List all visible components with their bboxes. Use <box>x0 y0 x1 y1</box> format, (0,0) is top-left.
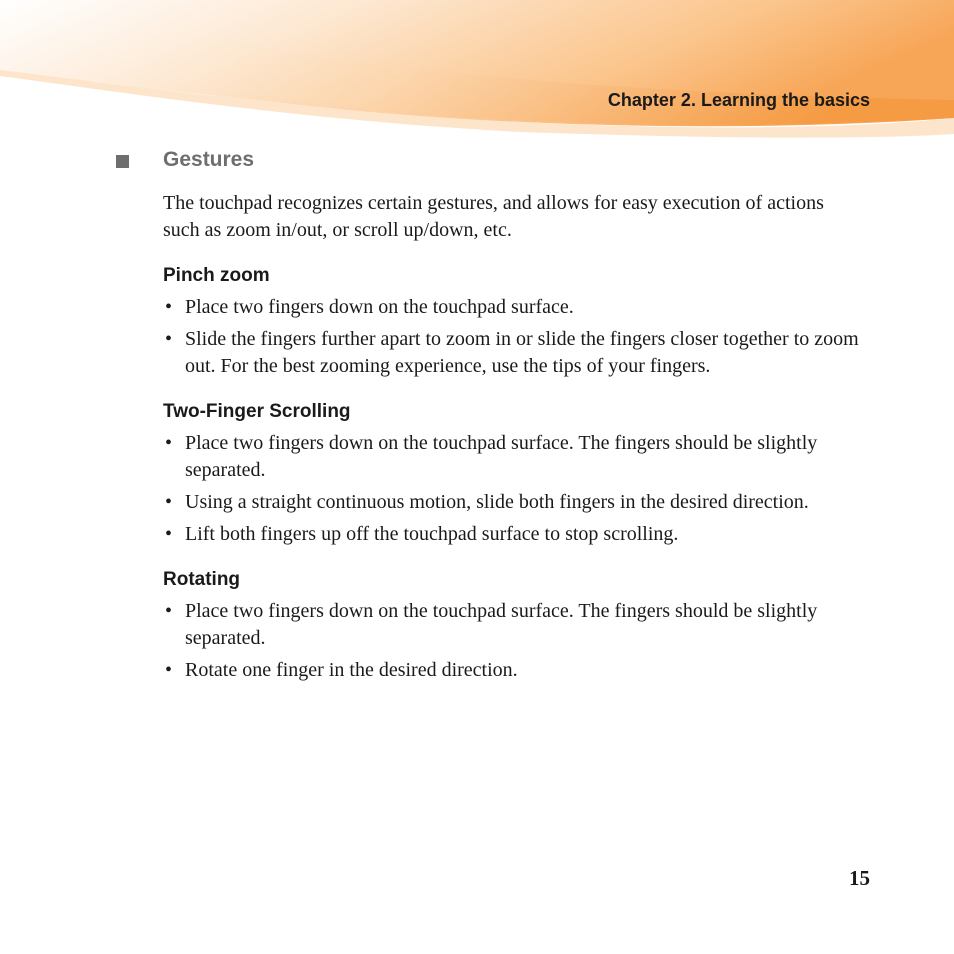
list-item-text: Lift both fingers up off the touchpad surface to stop scrolling. <box>185 523 679 545</box>
subsection-heading: Rotating <box>163 569 241 590</box>
bullet-icon: • <box>165 659 173 681</box>
list-item <box>163 294 863 321</box>
bullet-icon: • <box>165 432 173 454</box>
list-item-text: Place two fingers down on the touchpad surface. The fingers should be slightly separated. <box>185 600 818 649</box>
list-item-text: Slide the fingers further apart to zoom in or slide the fingers closer together to zoom out. For the best zooming experience, use the tips of your fingers. <box>185 328 859 377</box>
bullet-icon: • <box>165 523 173 545</box>
list-item-text: Place two fingers down on the touchpad surface. The fingers should be slightly separated. <box>185 432 818 481</box>
content-body <box>163 190 863 689</box>
list-item <box>163 430 863 484</box>
section-marker-square-icon <box>116 155 129 168</box>
list-item <box>163 489 863 516</box>
subsection-heading: Pinch zoom <box>163 265 270 286</box>
bullet-icon: • <box>165 491 173 513</box>
intro-paragraph: The touchpad recognizes certain gestures, and allows for easy execution of actions such as zoom in/out, or scroll up/down, etc. <box>163 192 824 241</box>
list-item-text: Rotate one finger in the desired direction. <box>185 659 518 681</box>
bullet-list <box>163 430 863 548</box>
subsection-two-finger-scrolling <box>163 400 863 548</box>
header-swoosh-graphic <box>0 0 954 140</box>
subsection-pinch-zoom <box>163 264 863 380</box>
bullet-list <box>163 294 863 380</box>
bullet-icon: • <box>165 600 173 622</box>
section-heading: Gestures <box>163 148 255 171</box>
list-item-text: Using a straight continuous motion, slide both fingers in the desired direction. <box>185 491 809 513</box>
subsection-heading: Two-Finger Scrolling <box>163 401 351 422</box>
list-item <box>163 657 863 684</box>
list-item <box>163 326 863 380</box>
chapter-title: Chapter 2. Learning the basics <box>607 90 870 110</box>
bullet-list <box>163 598 863 684</box>
list-item-text: Place two fingers down on the touchpad surface. <box>185 296 574 318</box>
page-number: 15 <box>849 866 870 890</box>
bullet-icon: • <box>165 328 173 350</box>
list-item <box>163 598 863 652</box>
subsection-rotating <box>163 568 863 684</box>
list-item <box>163 521 863 548</box>
bullet-icon: • <box>165 296 173 318</box>
